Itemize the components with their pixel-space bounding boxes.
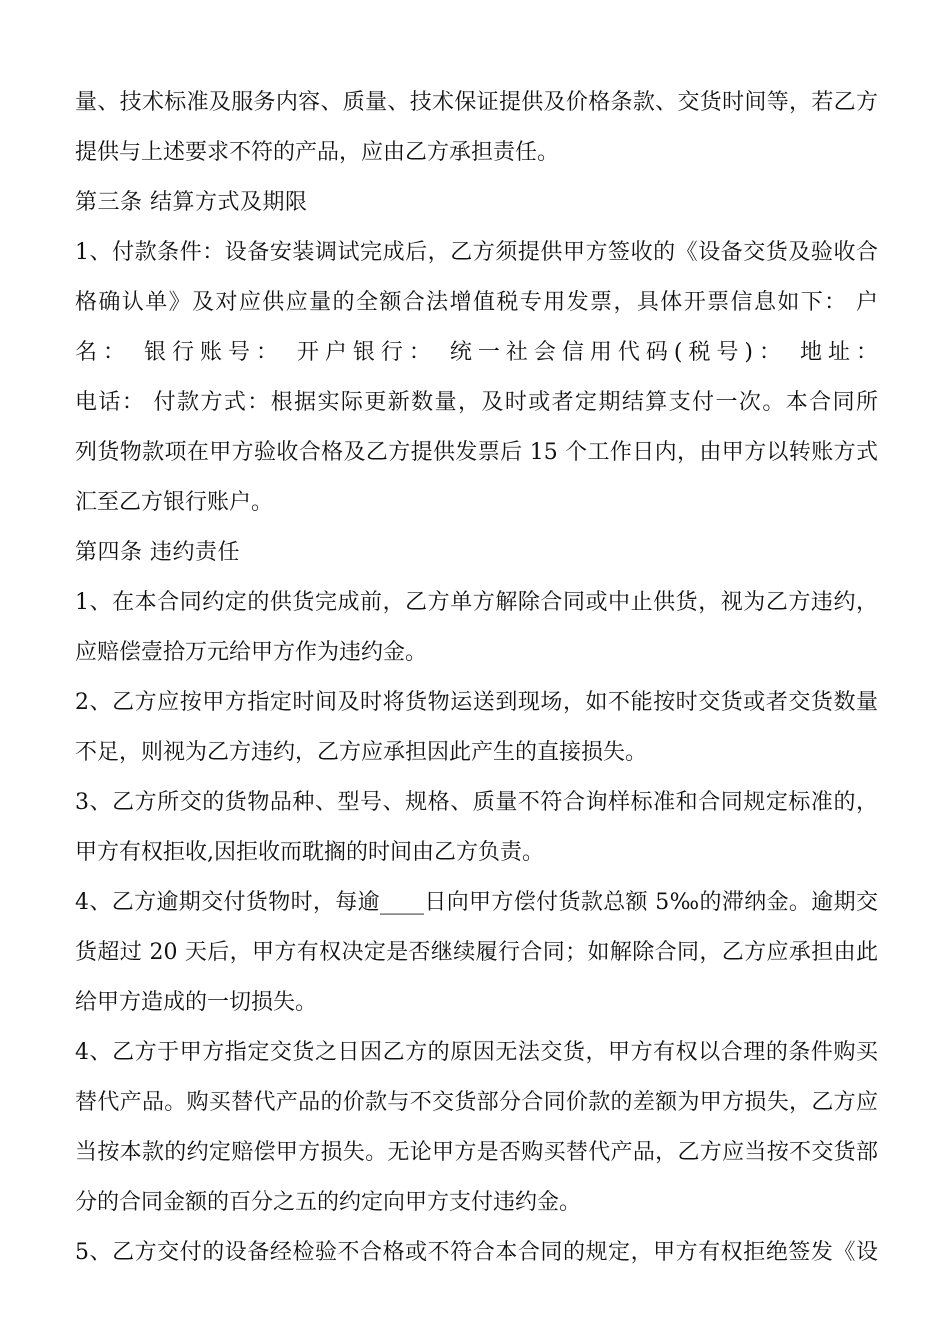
text-line-13: 2、乙方应按甲方指定时间及时将货物运送到现场，如不能按时交货或者交货数量 (75, 690, 878, 715)
text-line-9: 汇至乙方银行账户。 (75, 490, 274, 515)
text-line-24: 5、乙方交付的设备经检验不合格或不符合本合同的规定，甲方有权拒绝签发《设 (75, 1240, 878, 1265)
text-line-2: 提供与上述要求不符的产品，应由乙方承担责任。 (75, 140, 560, 165)
text-line-5: 格确认单》及对应供应量的全额合法增值税专用发票，具体开票信息如下： 户 (75, 290, 878, 315)
text-line-1: 量、技术标准及服务内容、质量、技术保证提供及价格条款、交货时间等，若乙方 (75, 90, 878, 115)
text-line-18: 货超过 20 天后，甲方有权决定是否继续履行合同；如解除合同，乙方应承担由此 (75, 940, 878, 965)
contract-page (75, 78, 878, 1278)
text-line-8: 列货物款项在甲方验收合格及乙方提供发票后 15 个工作日内，由甲方以转账方式 (75, 440, 878, 465)
text-line-4: 1、付款条件：设备安装调试完成后，乙方须提供甲方签收的《设备交货及验收合 (75, 240, 878, 265)
text-line-7: 电话： 付款方式：根据实际更新数量，及时或者定期结算支付一次。本合同所 (75, 390, 878, 415)
text-line-11: 1、在本合同约定的供货完成前，乙方单方解除合同或中止供货，视为乙方违约， (75, 590, 878, 615)
section-heading-3: 第三条 结算方式及期限 (75, 190, 308, 215)
text-line-14: 不足，则视为乙方违约，乙方应承担因此产生的直接损失。 (75, 740, 648, 765)
text-line-20: 4、乙方于甲方指定交货之日因乙方的原因无法交货，甲方有权以合理的条件购买 (75, 1040, 878, 1065)
text-line-19: 给甲方造成的一切损失。 (75, 990, 318, 1015)
text-line-12: 应赔偿壹拾万元给甲方作为违约金。 (75, 640, 428, 665)
text-line-16: 甲方有权拒收,因拒收而耽搁的时间由乙方负责。 (75, 840, 544, 865)
text-line-6: 名： 银行账号： 开户银行： 统一社会信用代码(税号)： 地址： (75, 340, 878, 365)
text-line-22: 当按本款的约定赔偿甲方损失。无论甲方是否购买替代产品，乙方应当按不交货部 (75, 1140, 878, 1165)
text-line-15: 3、乙方所交的货物品种、型号、规格、质量不符合询样标准和合同规定标准的， (75, 790, 878, 815)
text-line-17: 4、乙方逾期交付货物时，每逾____日向甲方偿付货款总额 5‰的滞纳金。逾期交 (75, 890, 878, 915)
text-line-23: 分的合同金额的百分之五的约定向甲方支付违约金。 (75, 1190, 582, 1215)
text-line-21: 替代产品。购买替代产品的价款与不交货部分合同价款的差额为甲方损失，乙方应 (75, 1090, 878, 1115)
section-heading-4: 第四条 违约责任 (75, 540, 240, 565)
